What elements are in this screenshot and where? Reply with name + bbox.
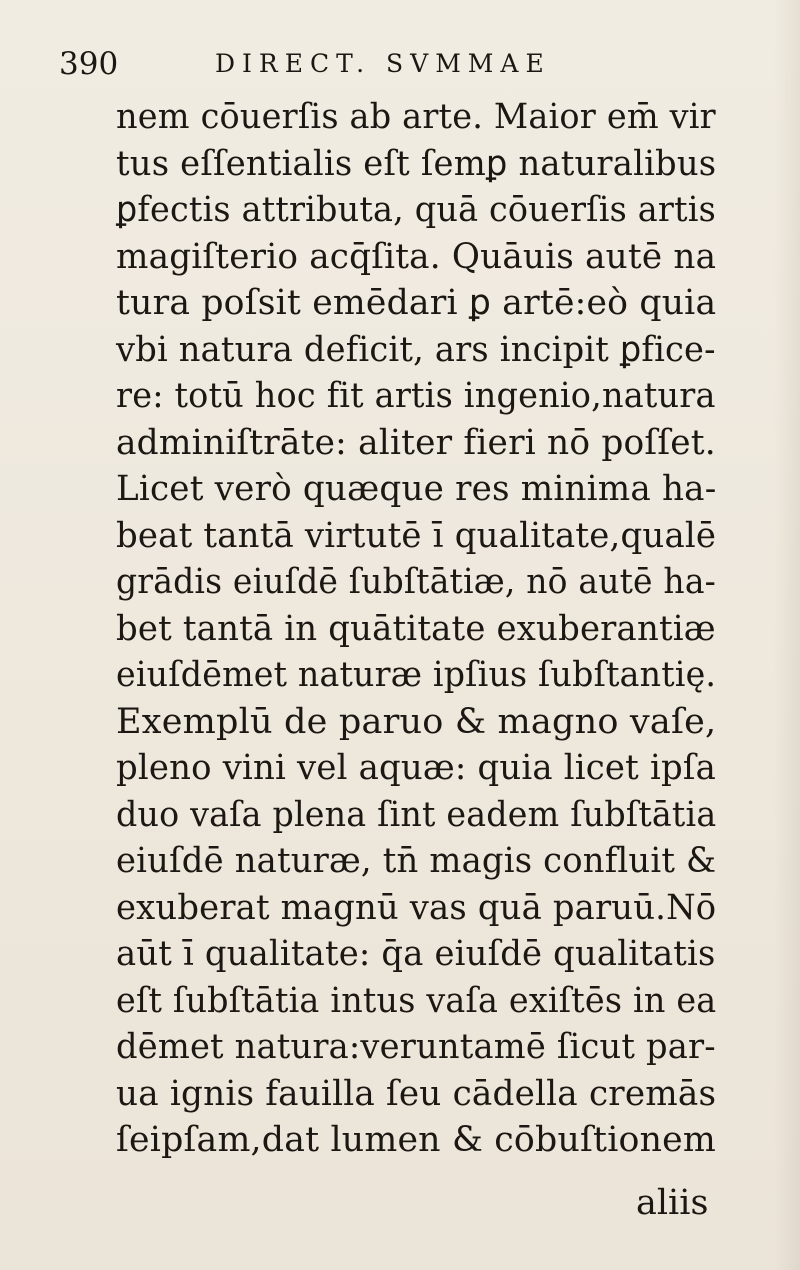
text-line: eſt ſubſtātia intus vaſa exiſtēs in ea bbox=[116, 980, 717, 1021]
text-line: ua ignis fauilla ſeu cādella cremās bbox=[116, 1073, 717, 1114]
page-header bbox=[55, 42, 695, 82]
text-line: grādis eiuſdē ſubſtātiæ, nō autē ha- bbox=[116, 562, 717, 602]
text-line: adminiſtrāte: aliter fieri nō poſſet. bbox=[116, 422, 716, 463]
text-line: re: totū hoc fit artis ingenio,natura bbox=[116, 376, 716, 416]
text-line: tura poſsit emēdari ꝑ artē:eò quia bbox=[116, 283, 717, 323]
text-line: bet tantā in quātitate exuberantiæ bbox=[116, 608, 716, 649]
text-block bbox=[116, 94, 716, 1164]
text-line: tus eſſentialis eſt ſemꝑ naturalibus bbox=[116, 143, 717, 184]
text-line: Exemplū de paruo & magno vaſe, bbox=[116, 701, 717, 742]
text-line: dēmet natura:veruntamē ſicut par- bbox=[116, 1027, 716, 1067]
text-line: nem cōuerſis ab arte. Maior em̄ vir bbox=[116, 97, 716, 137]
text-line: ſeipſam,dat lumen & cōbuſtionem bbox=[116, 1120, 716, 1160]
running-head: DIRECT. SVMMAE bbox=[215, 49, 551, 78]
page-edge-shadow bbox=[774, 0, 800, 1270]
text-line: beat tantā virtutē ī qualitate,qualē bbox=[116, 515, 717, 556]
text-line: aūt ī qualitate: q̄a eiuſdē qualitatis bbox=[116, 934, 716, 974]
text-line: eiuſdē naturæ, tn̄ magis confluit & bbox=[116, 841, 717, 881]
text-line: eiuſdēmet naturæ ipſius ſubſtantię. bbox=[116, 655, 717, 695]
text-line: duo vaſa plena ſint eadem ſubſtātia bbox=[116, 794, 717, 835]
page-number: 390 bbox=[59, 46, 119, 82]
text-line: ꝑfectis attributa, quā cōuerſis artis bbox=[116, 190, 716, 230]
catchword: aliis bbox=[636, 1183, 709, 1223]
text-line: vbi natura deficit, ars incipit ꝑfice- bbox=[116, 329, 716, 370]
text-line: exuberat magnū vas quā paruū.Nō bbox=[116, 887, 717, 928]
text-line: pleno vini vel aquæ: quia licet ipſa bbox=[116, 748, 716, 788]
text-line: magiſterio acq̄ſita. Quāuis autē na bbox=[116, 236, 717, 277]
text-line: Licet verò quæque res minima ha- bbox=[116, 469, 717, 509]
